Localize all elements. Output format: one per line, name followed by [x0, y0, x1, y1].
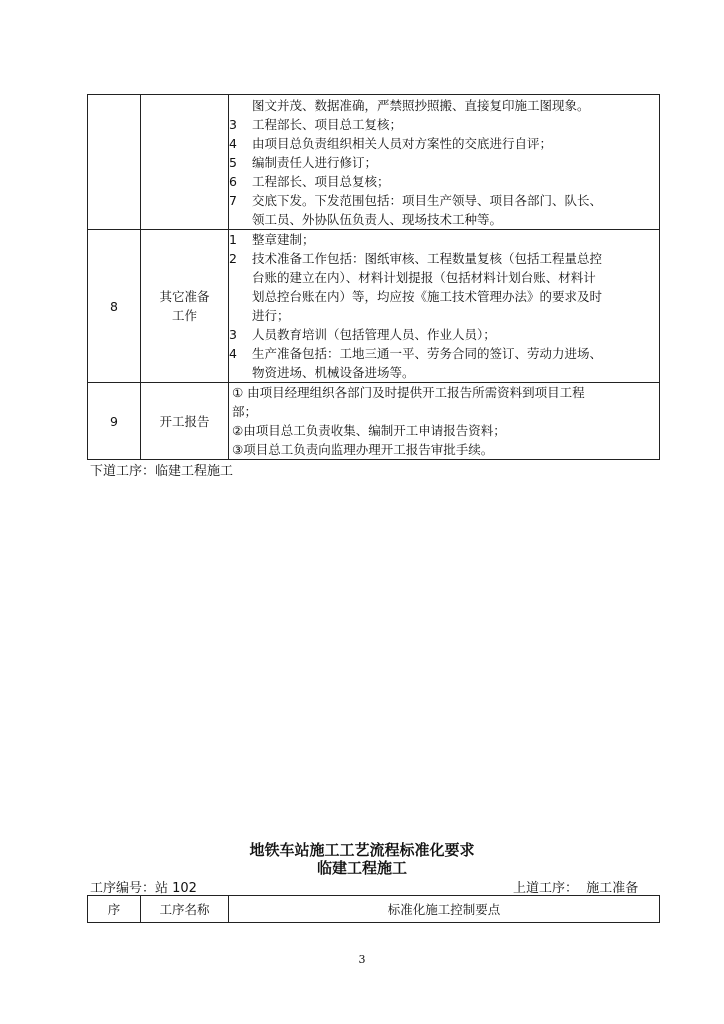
row-number: 8	[88, 230, 141, 383]
control-points	[229, 383, 660, 460]
row-number: 9	[88, 383, 141, 460]
header-control-points: 标准化施工控制要点	[229, 896, 660, 923]
table-row	[88, 230, 660, 383]
next-process-label: 下道工序：临建工程施工	[90, 464, 234, 479]
text-line: 部；	[232, 404, 258, 419]
section-title-sub: 临建工程施工	[316, 859, 407, 877]
control-points: 图文并茂、数据准确，严禁照抄照搬、直接复印施工图现象。 3 工程部长、项目总工复核； 4 由项目总负责组织相关人员对方案性的交底进行自评； 5 编制责任人进行修订； 6 工程部长、项目总复核； 7 交底下发。下发范围包括：项目生产领导、项目各部门、队长、 领工员、外协队伍负责人、现场技术工种等。	[229, 95, 660, 230]
process-name	[141, 95, 229, 230]
process-number: 工序编号：站 102	[90, 881, 197, 896]
text-line: ① 由项目经理组织各部门及时提供开工报告所需资料到项目工程	[232, 385, 585, 400]
section-title-main: 地铁车站施工工艺流程标准化要求	[249, 841, 475, 859]
process-table-lower	[87, 895, 660, 923]
text-line: ③项目总工负责向监理办理开工报告审批手续。	[232, 442, 494, 457]
previous-process: 上道工序： 施工准备	[513, 881, 639, 896]
control-points: 1 整章建制； 2 技术准备工作包括：图纸审核、工程数量复核（包括工程量总控 台账的建立在内）、材料计划提报（包括材料计划台账、材料计 划总控台账在内）等，均应按《施工技术管理办法》的要求及时 进行； 3 人员教育培训（包括管理人员、作业人员）； 4 生产准备包括：工地三通一平、劳务合同的签订、劳动力进场、 物资进场、机械设备进场等。	[229, 230, 660, 383]
process-table-upper	[87, 94, 660, 460]
header-process-name: 工序名称	[141, 896, 229, 923]
row-number	[88, 95, 141, 230]
process-name-line: 工作	[171, 308, 197, 323]
text-line: ②由项目总工负责收集、编制开工申请报告资料；	[232, 423, 506, 438]
page-number: 3	[358, 953, 366, 966]
table-row	[88, 95, 660, 230]
process-name-line: 其它准备	[159, 289, 210, 304]
table-header-row	[88, 896, 660, 923]
process-name	[141, 230, 229, 383]
header-seq: 序	[88, 896, 141, 923]
process-name: 开工报告	[141, 383, 229, 460]
table-row	[88, 383, 660, 460]
